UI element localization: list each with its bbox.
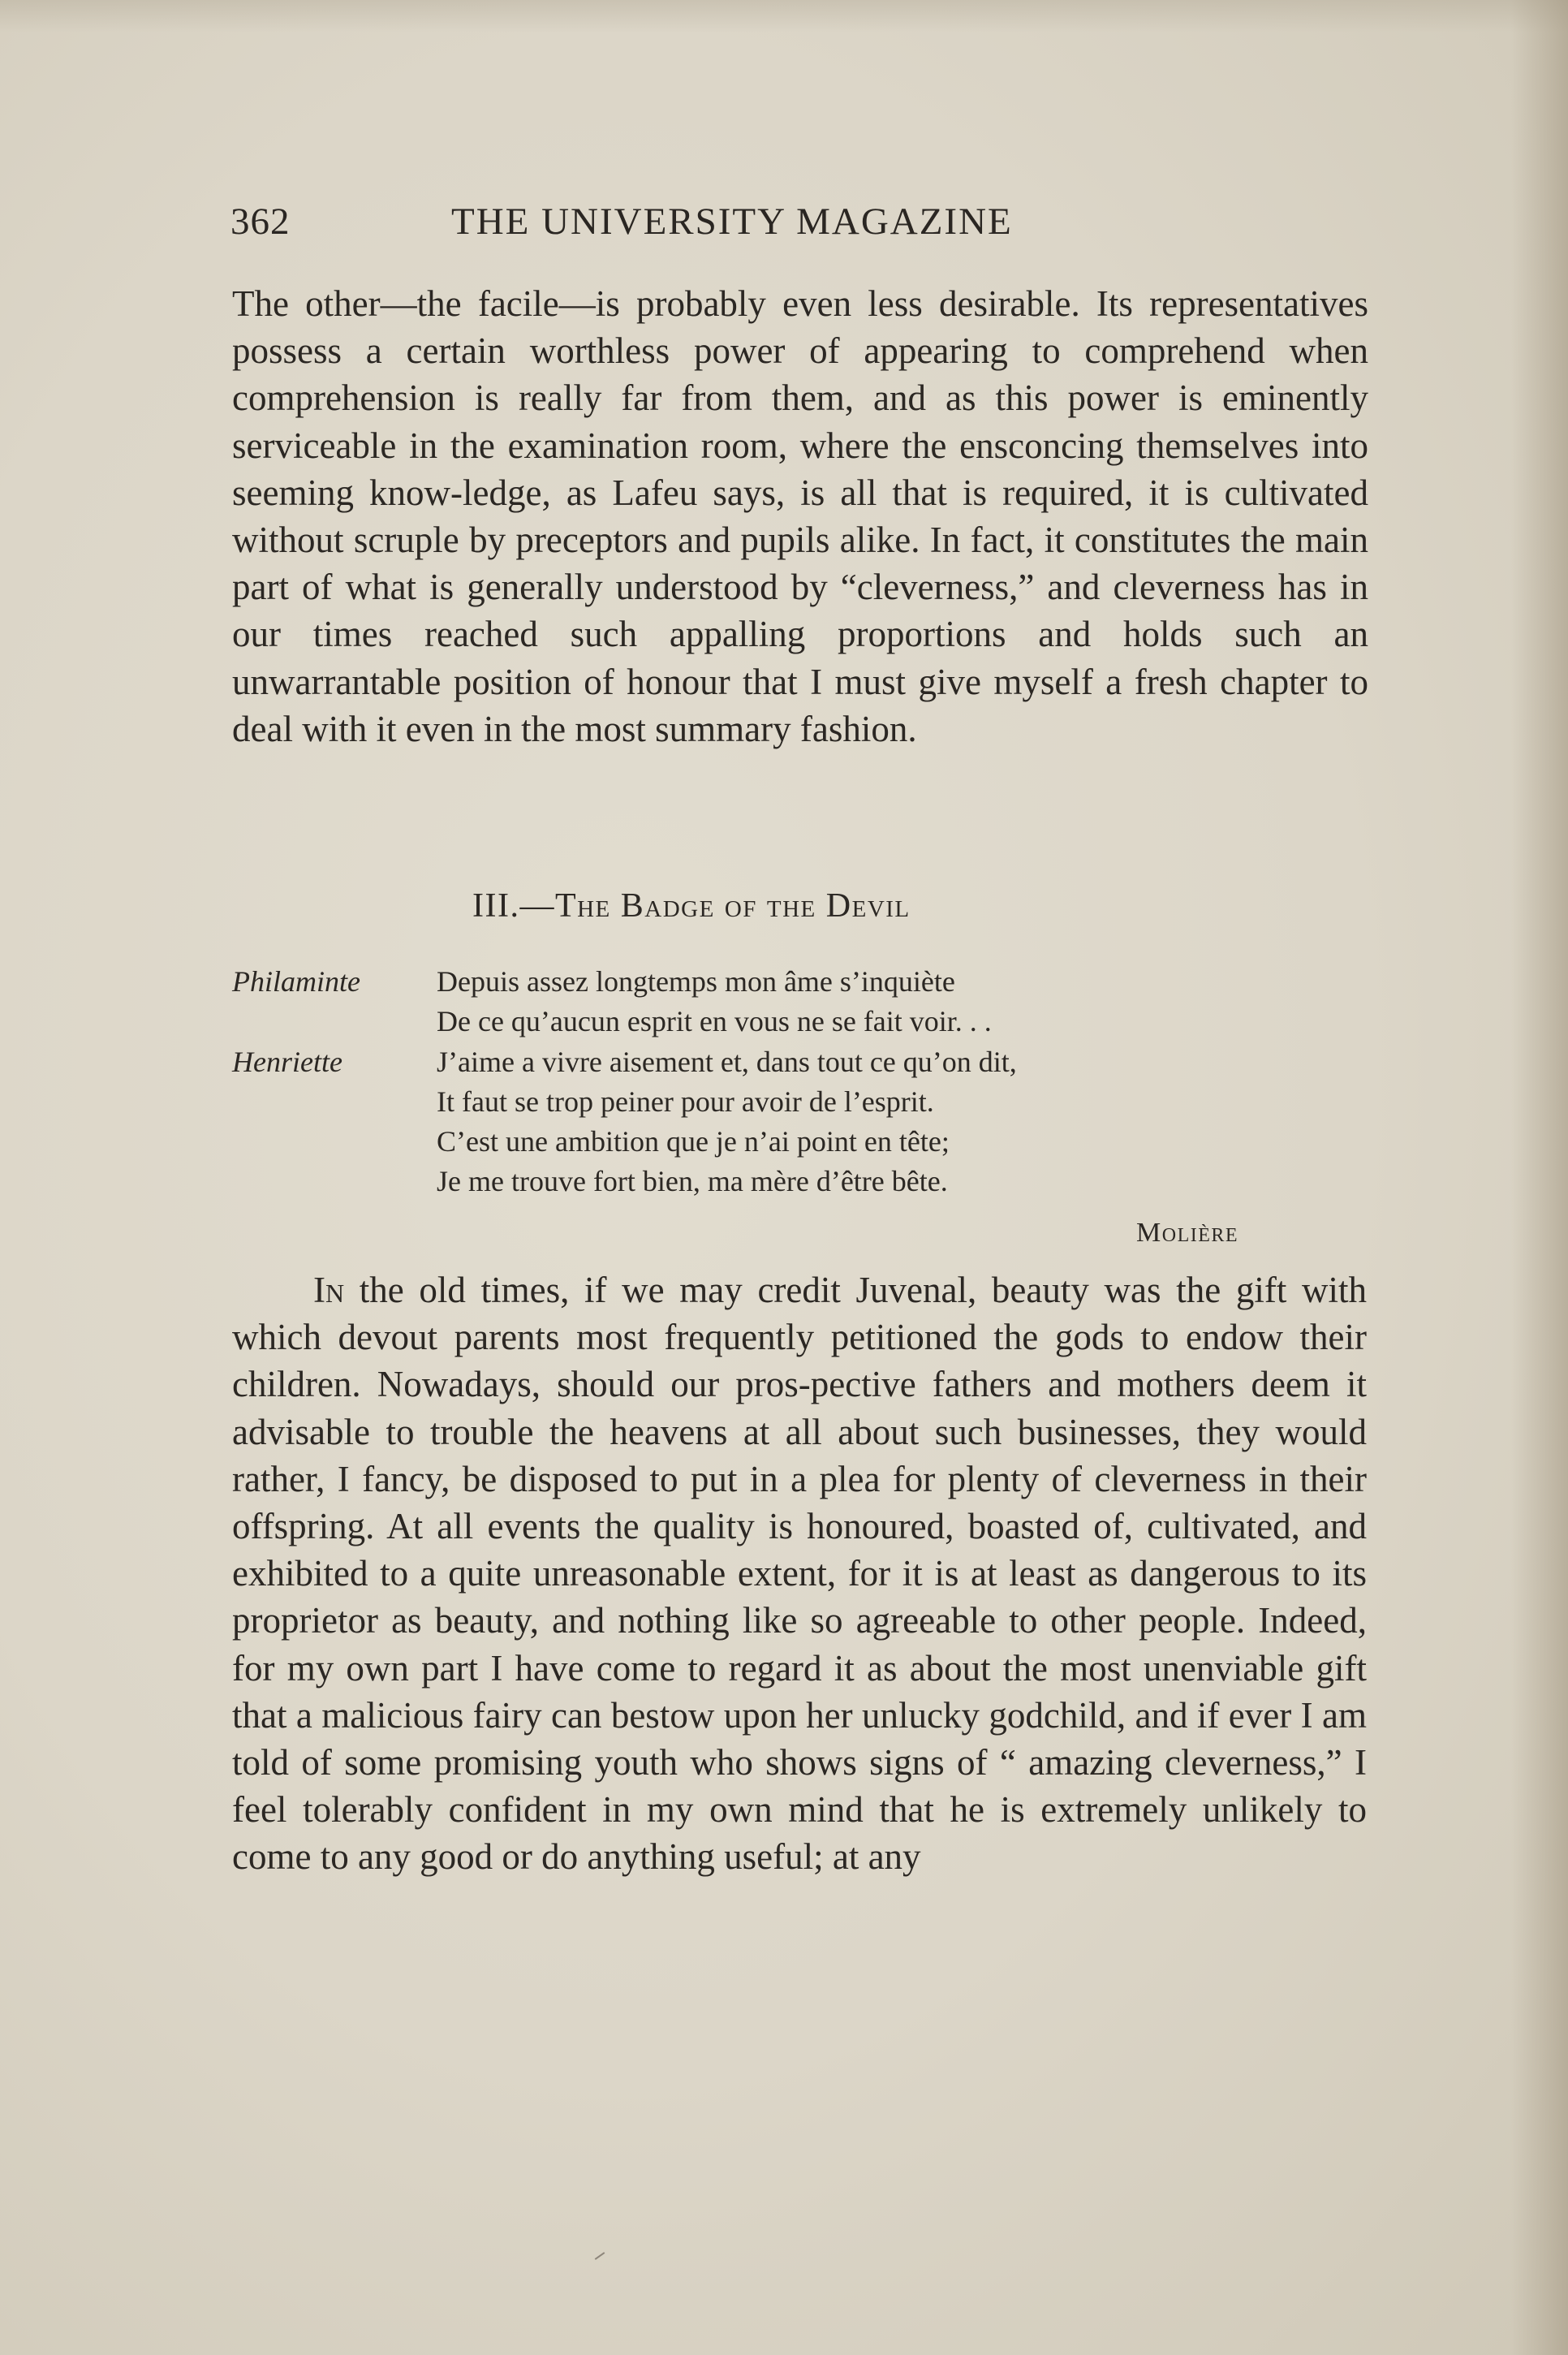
epigraph	[232, 962, 1287, 1202]
page-shadow-right	[1511, 0, 1568, 2355]
epigraph-attribution: Molière	[1136, 1218, 1239, 1248]
epigraph-verse: De ce qu’aucun esprit en vous ne se fait voir. . .	[437, 1005, 992, 1038]
epigraph-speaker: Philaminte	[232, 965, 360, 998]
epigraph-verse: C’est une ambition que je n’ai point en tête;	[437, 1125, 950, 1158]
paragraph-lead-in: In	[313, 1270, 345, 1310]
epigraph-verse: J’aime a vivre aisement et, dans tout ce qu’on dit,	[437, 1045, 1017, 1078]
paper-speck	[595, 2252, 605, 2260]
epigraph-line	[232, 1042, 1287, 1082]
epigraph-line	[232, 1122, 1287, 1162]
epigraph-line	[232, 1162, 1287, 1201]
paragraph-text: The other—the facile—is probably even less desirable. Its representatives possess a certain worthless power of appearing to comprehend when comprehension is really far from them, and as this power is eminently serviceable in the examination room, where the ensconcing themselves into seeming know-ledge, as Lafeu says, is all that is required, it is cultivated without scruple by preceptors and pupils alike. In fact, it constitutes the main part of what is generally understood by “cleverness,” and cleverness has in our times reached such appalling proportions and holds such an unwarrantable position of honour that I must give myself a fresh chapter to deal with it even in the most summary fashion.	[232, 283, 1368, 749]
epigraph-line	[232, 1002, 1287, 1042]
epigraph-verse: It faut se trop peiner pour avoir de l’esprit.	[437, 1085, 934, 1118]
epigraph-verse: Depuis assez longtemps mon âme s’inquiète	[437, 965, 955, 998]
body-paragraph-1	[232, 280, 1368, 753]
page-shadow-top	[0, 0, 1568, 32]
epigraph-speaker: Henriette	[232, 1045, 342, 1078]
paragraph-body: the old times, if we may credit Juvenal, beauty was the gift with which devout parents most frequently petitioned the gods to endow their children. Nowadays, should our pros-pective fathers and mothers deem it advisable to trouble the heavens at all about such businesses, they would rather, I fancy, be disposed to put in a plea for plenty of cleverness in their offspring. At all events the quality is honoured, boasted of, cultivated, and exhibited to a quite unreasonable extent, for it is at least as dangerous to its proprietor as beauty, and nothing like so agreeable to other people. Indeed, for my own part I have come to regard it as about the most unenviable gift that a malicious fairy can bestow upon her unlucky godchild, and if ever I am told of some promising youth who shows signs of “ amazing cleverness,” I feel tolerably confident in my own mind that he is extremely unlikely to come to any good or do anything useful; at any	[232, 1270, 1367, 1878]
body-paragraph-2	[232, 1266, 1367, 1881]
epigraph-verse: Je me trouve fort bien, ma mère d’être bête.	[437, 1165, 948, 1198]
page-number: 362	[230, 201, 291, 243]
running-header	[230, 200, 1286, 248]
running-title: THE UNIVERSITY MAGAZINE	[451, 201, 1013, 243]
paragraph-text	[232, 1266, 1367, 1881]
epigraph-line	[232, 1082, 1287, 1122]
epigraph-line	[232, 962, 1287, 1002]
section-heading: III.—The Badge of the Devil	[472, 887, 911, 925]
